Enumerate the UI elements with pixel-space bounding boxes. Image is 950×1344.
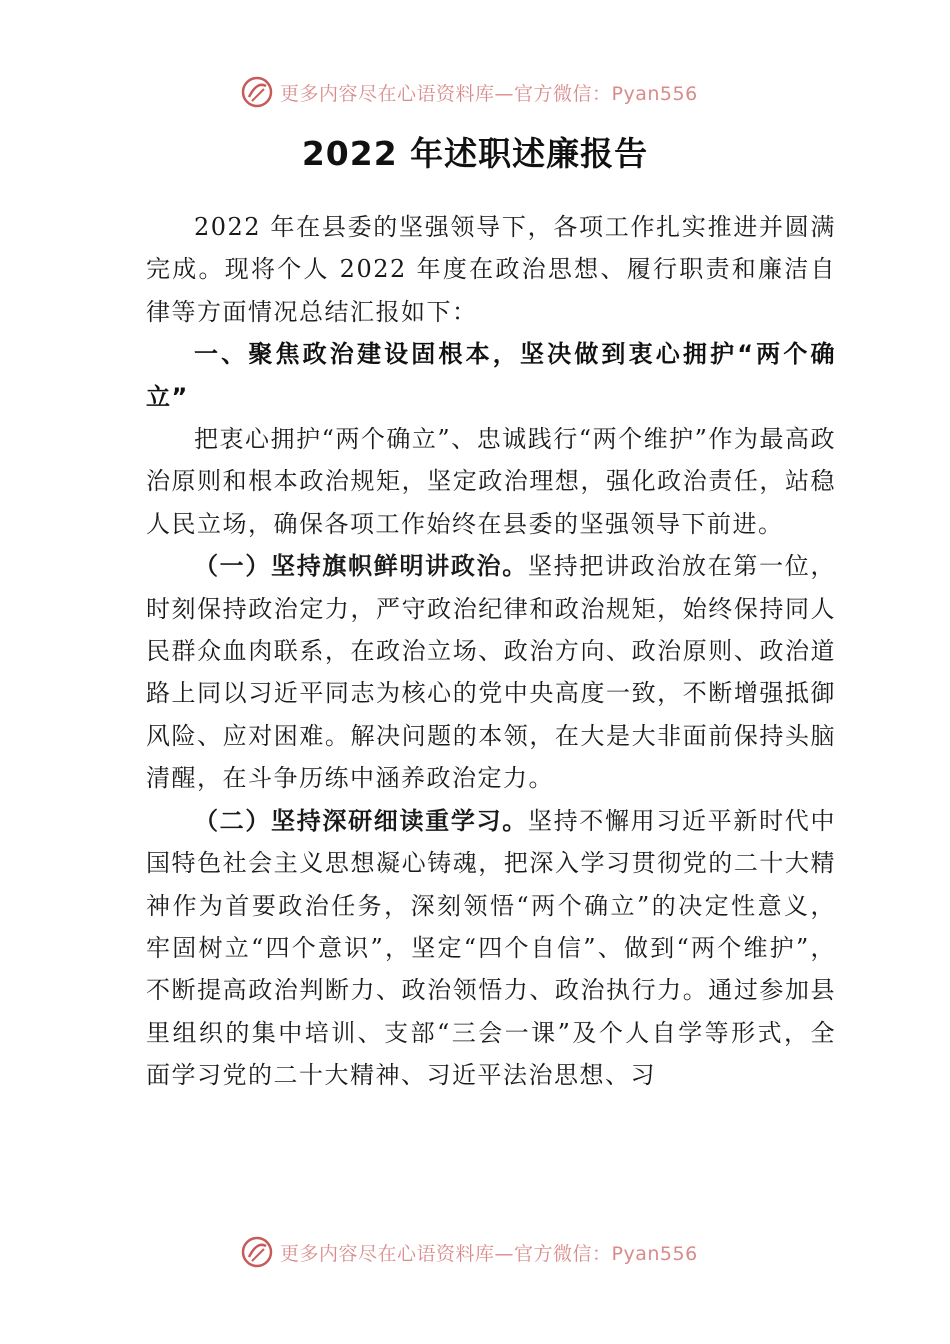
watermark-header <box>240 74 760 110</box>
watermark-logo-icon <box>240 75 274 109</box>
document-title: 2022 年述职述廉报告 <box>301 134 649 173</box>
document-body <box>146 206 836 1097</box>
watermark-logo-icon <box>240 1235 274 1269</box>
section-heading: 一、聚焦政治建设固根本，坚决做到衷心拥护“两个确立” <box>146 340 836 411</box>
subsection-1-heading: （一）坚持旗帜鲜明讲政治。 <box>194 552 528 581</box>
subsection-1-paragraph <box>146 545 836 799</box>
watermark-footer <box>240 1234 760 1270</box>
intro-paragraph: 2022 年在县委的坚强领导下，各项工作扎实推进并圆满完成。现将个人 2022 年度在政治思想、履行职责和廉洁自律等方面情况总结汇报如下： <box>146 213 836 326</box>
subsection-2-heading: （二）坚持深研细读重学习。 <box>194 806 528 835</box>
subsection-2-body: 坚持不懈用习近平新时代中国特色社会主义思想凝心铸魂，把深入学习贯彻党的二十大精神作为首要政治任务，深刻领悟“两个确立”的决定性意义，牢固树立“四个意识”，坚定“四个自信”、做到“两个维护”，不断提高政治判断力、政治领悟力、政治执行力。通过参加县里组织的集中培训、支部“三会一课”及个人自学等形式，全面学习党的二十大精神、习近平法治思想、习 <box>146 806 836 1090</box>
subsection-1-body: 坚持把讲政治放在第一位，时刻保持政治定力，严守政治纪律和政治规矩，始终保持同人民群众血肉联系，在政治立场、政治方向、政治原则、政治道路上同以习近平同志为核心的党中央高度一致，不断增强抵御风险、应对困难。解决问题的本领，在大是大非面前保持头脑清醒，在斗争历练中涵养政治定力。 <box>146 552 836 793</box>
watermark-text: 更多内容尽在心语资料库—官方微信：Pyan556 <box>280 82 698 105</box>
subsection-2-paragraph <box>146 800 836 1097</box>
watermark-text: 更多内容尽在心语资料库—官方微信：Pyan556 <box>280 1242 698 1265</box>
section-paragraph: 把衷心拥护“两个确立”、忠诚践行“两个维护”作为最高政治原则和根本政治规矩，坚定政治理想，强化政治责任，站稳人民立场，确保各项工作始终在县委的坚强领导下前进。 <box>146 425 836 538</box>
